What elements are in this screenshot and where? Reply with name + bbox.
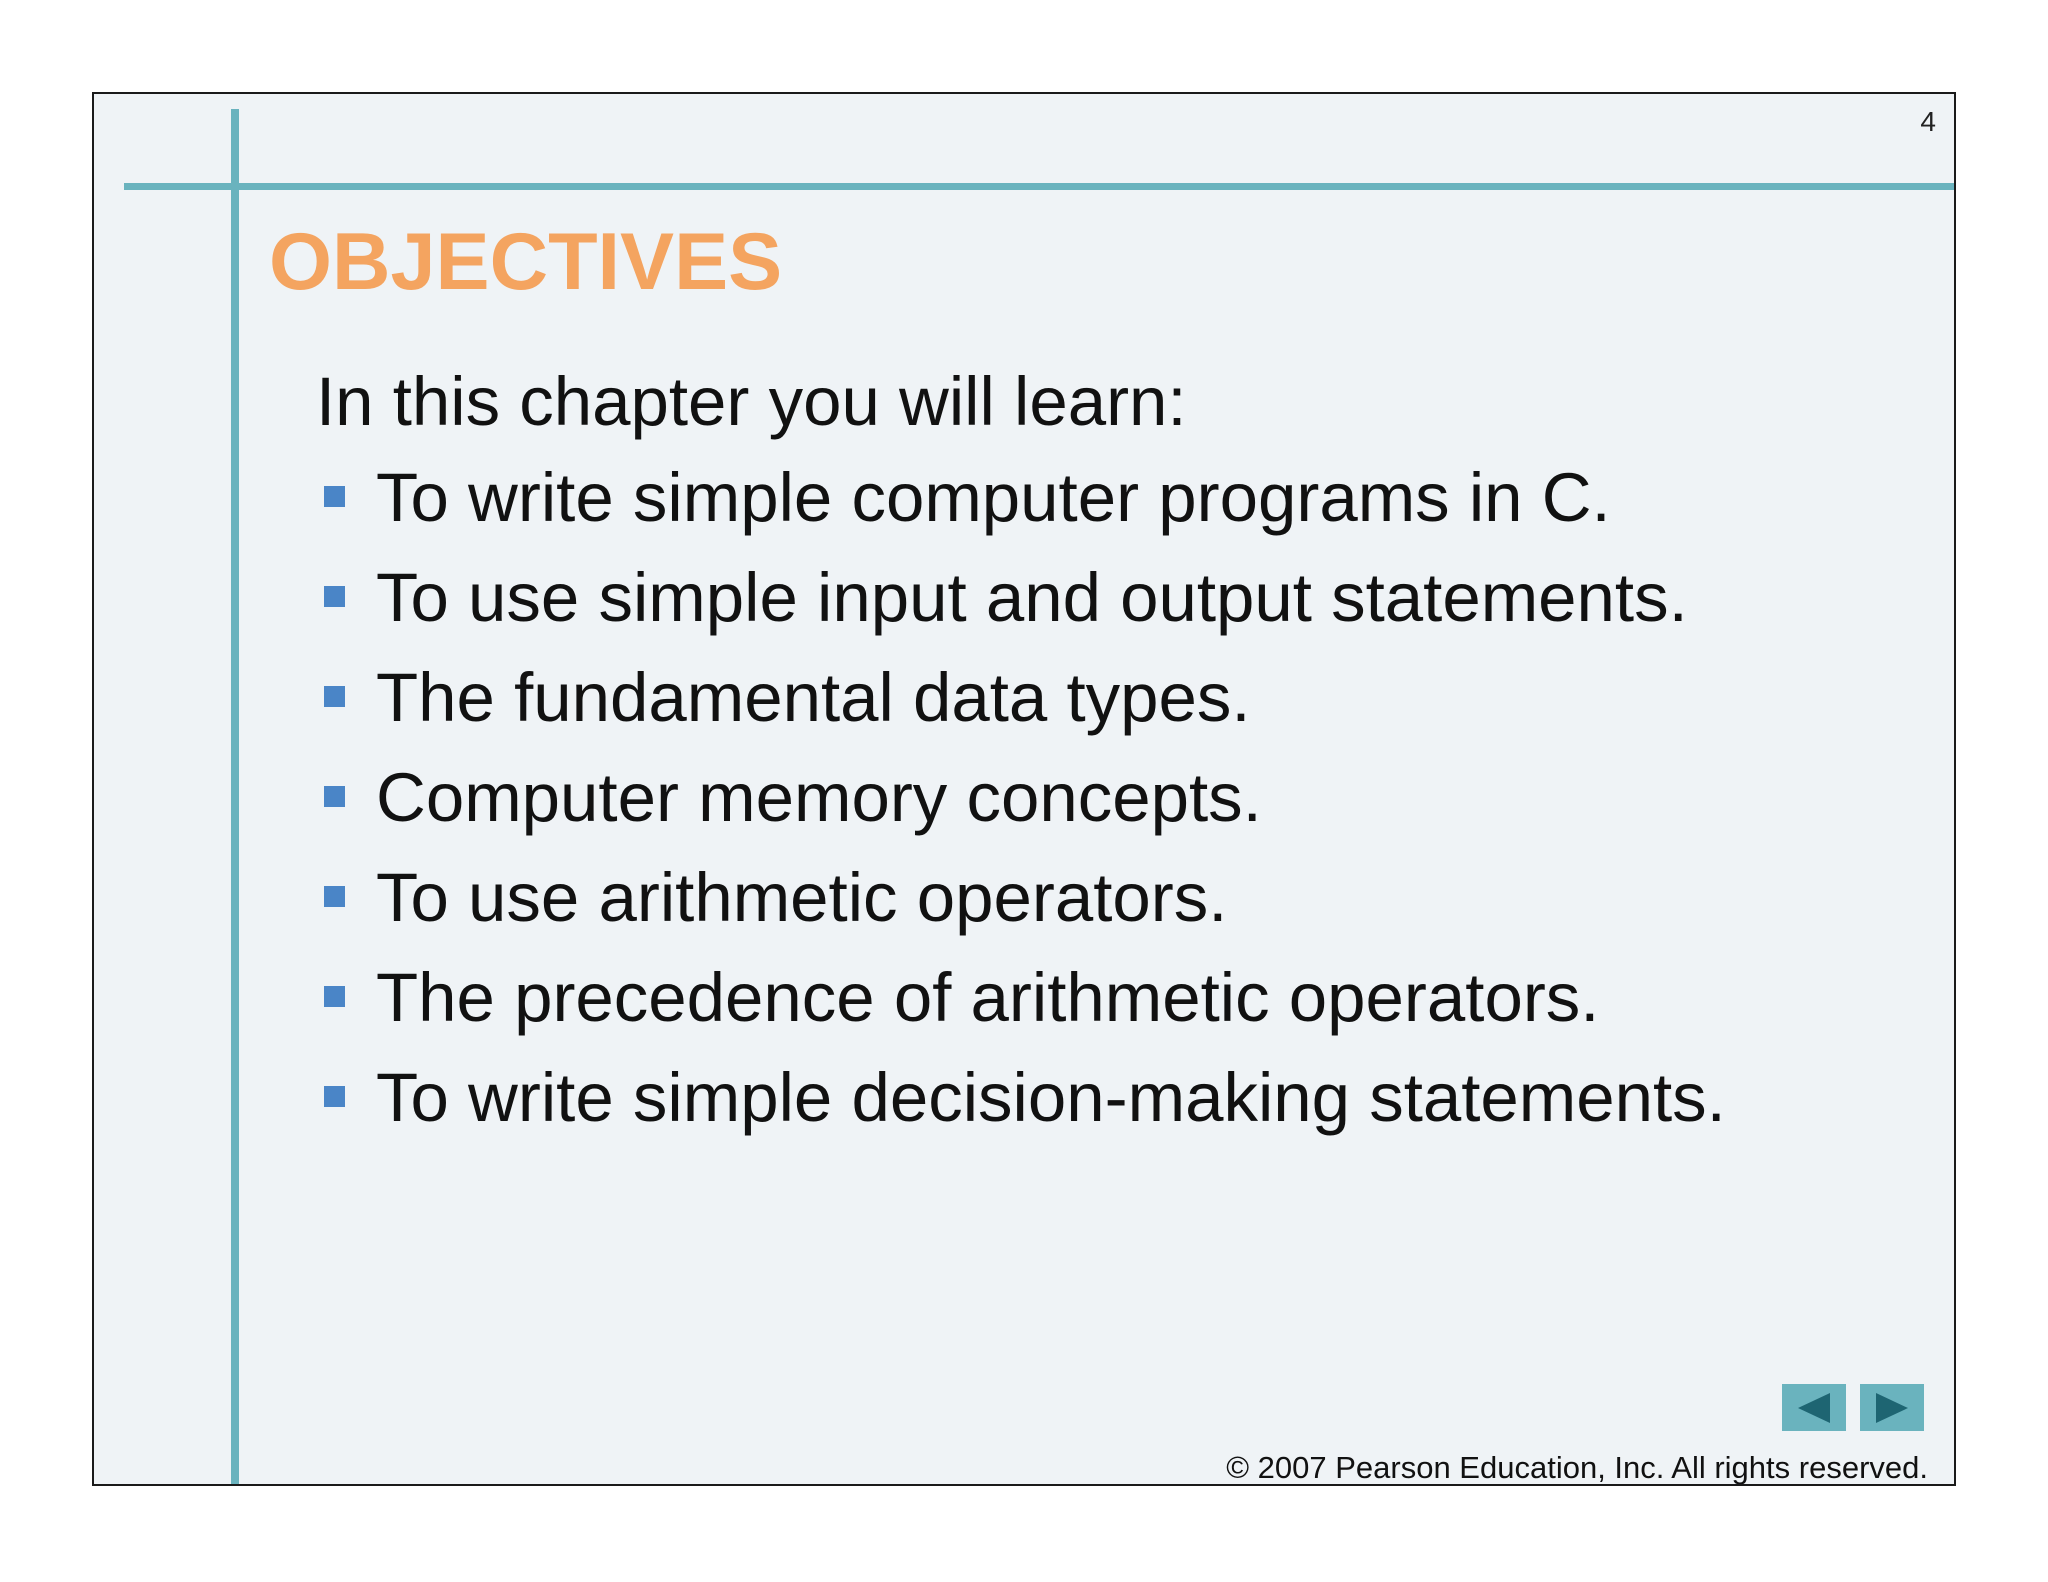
triangle-left-icon [1796,1391,1832,1425]
page-number: 4 [1920,106,1936,137]
objective-text: To use arithmetic operators. [376,859,1228,936]
triangle-right-icon [1874,1391,1910,1425]
copyright-notice: © 2007 Pearson Education, Inc. All rights reserved. [1226,1450,1928,1485]
square-bullet-icon [324,686,345,707]
square-bullet-icon [324,986,345,1007]
slide [92,92,1956,1486]
objective-text: Computer memory concepts. [376,759,1262,836]
square-bullet-icon [324,786,345,807]
previous-slide-button[interactable] [1782,1384,1846,1431]
objective-text: The fundamental data types. [376,659,1251,736]
objective-text: To use simple input and output statements. [376,559,1688,636]
horizontal-accent-line [124,183,1956,190]
objective-text: The precedence of arithmetic operators. [376,959,1600,1036]
square-bullet-icon [324,886,345,907]
objective-text: To write simple decision-making statements. [376,1059,1726,1136]
next-slide-button[interactable] [1860,1384,1924,1431]
vertical-accent-line [231,109,239,1486]
intro-text: In this chapter you will learn: [316,363,1187,440]
square-bullet-icon [324,586,345,607]
slide-title: OBJECTIVES [269,217,783,307]
objective-text: To write simple computer programs in C. [376,459,1611,536]
slide-navigation [1782,1384,1924,1431]
square-bullet-icon [324,486,345,507]
square-bullet-icon [324,1086,345,1107]
